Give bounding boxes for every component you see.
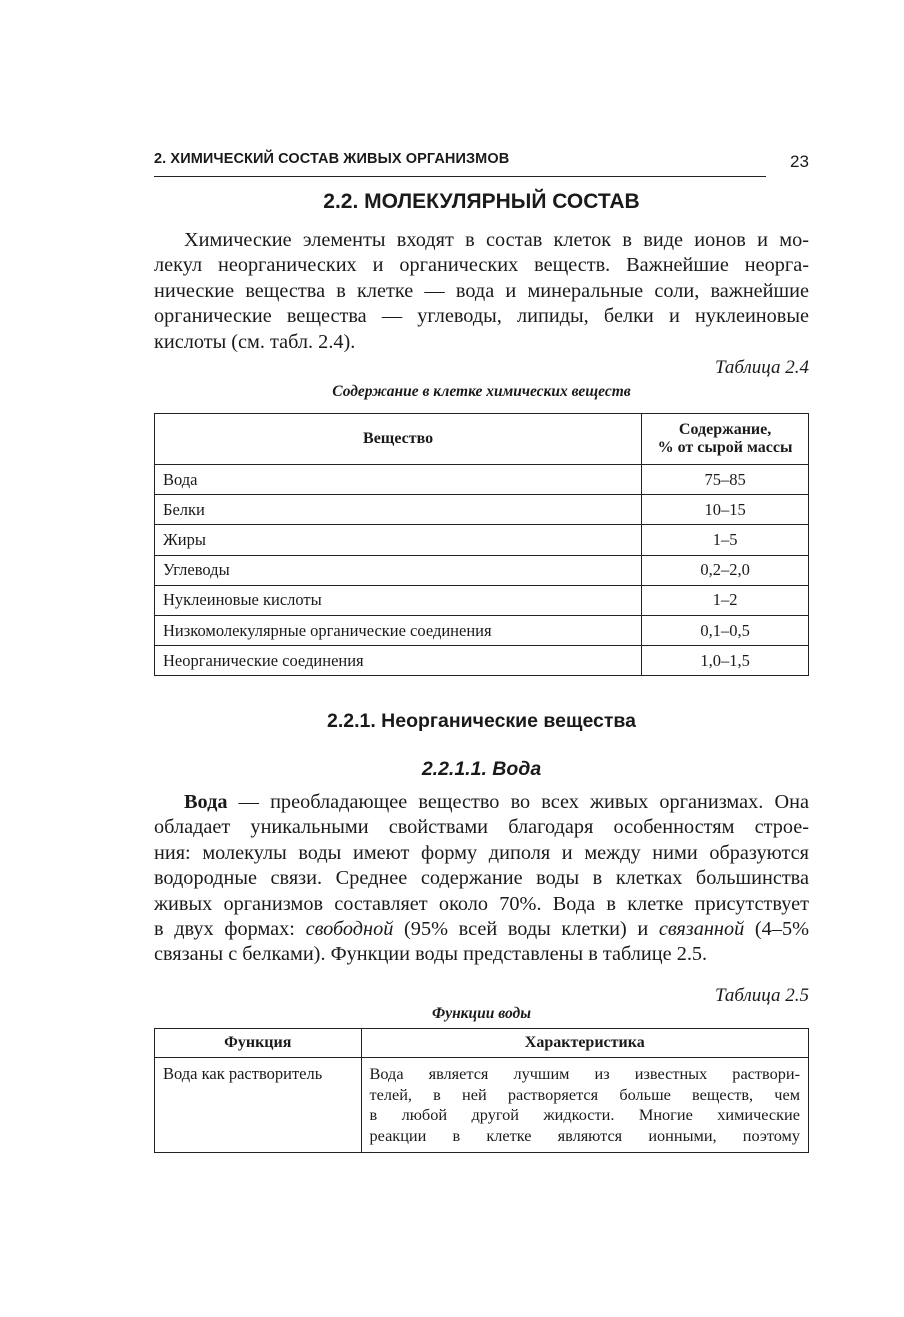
table-2-5-label: Таблица 2.5 bbox=[715, 985, 809, 1006]
water-bold-lead: Вода bbox=[184, 791, 228, 813]
cell-content: 75–85 bbox=[642, 465, 809, 495]
table-header-row bbox=[155, 1029, 809, 1058]
table-2-4-caption: Содержание в клетке химических веществ bbox=[332, 383, 631, 400]
header-content bbox=[642, 414, 809, 465]
cell-content: 10–15 bbox=[642, 495, 809, 525]
term-bound: связанной bbox=[658, 918, 745, 941]
char-line: реакции в клетке являются ионными, поэтому bbox=[369, 1125, 800, 1145]
water-line: живых организмов составляет около 70%. Вода в клетке присутствует bbox=[154, 892, 809, 915]
table-row bbox=[155, 585, 809, 615]
cell-substance: Углеводы bbox=[155, 555, 642, 585]
table-2-4-label: Таблица 2.4 bbox=[715, 357, 809, 378]
cell-content: 1,0–1,5 bbox=[642, 646, 809, 676]
page-number: 23 bbox=[790, 152, 809, 171]
intro-line: Химические элементы входят в состав клеток в виде ионов и мо- bbox=[184, 229, 809, 251]
char-line: Вода является лучшим из известных раствори- bbox=[369, 1064, 800, 1083]
table-row bbox=[155, 525, 809, 555]
water-line6-b: (95% всей воды клетки) и bbox=[393, 918, 659, 941]
water-line1-rest: — преобладающее вещество во всех живых организмах. Она bbox=[227, 791, 809, 813]
water-line: водородные связи. Среднее содержание воды в клетках большинства bbox=[154, 867, 809, 890]
cell-function: Вода как растворитель bbox=[155, 1058, 362, 1153]
header-function: Функция bbox=[155, 1029, 362, 1058]
table-2-5 bbox=[154, 1028, 809, 1153]
table-row bbox=[155, 495, 809, 525]
section-title: 2.2. МОЛЕКУЛЯРНЫЙ СОСТАВ bbox=[323, 190, 640, 213]
table-row bbox=[155, 1058, 809, 1153]
cell-content: 1–5 bbox=[642, 525, 809, 555]
water-line bbox=[154, 917, 809, 942]
intro-paragraph bbox=[154, 228, 809, 355]
cell-substance: Неорганические соединения bbox=[155, 646, 642, 676]
header-content-line2: % от сырой массы bbox=[657, 439, 793, 456]
table-row bbox=[155, 646, 809, 676]
cell-substance: Нуклеиновые кислоты bbox=[155, 585, 642, 615]
water-line: ния: молекулы воды имеют форму диполя и между ними образуются bbox=[154, 841, 809, 864]
water-paragraph bbox=[154, 790, 809, 968]
cell-substance: Вода bbox=[155, 465, 642, 495]
intro-line: нические вещества в клетке — вода и минеральные соли, важнейшие bbox=[154, 279, 809, 302]
subsubsection-title: 2.2.1.1. Вода bbox=[421, 758, 542, 780]
intro-line: кислоты (см. табл. 2.4). bbox=[154, 330, 356, 353]
cell-content: 0,1–0,5 bbox=[642, 615, 809, 645]
subsection-title: 2.2.1. Неорганические вещества bbox=[326, 710, 637, 732]
table-row bbox=[155, 615, 809, 645]
char-line: в любой другой жидкости. Многие химические bbox=[369, 1105, 800, 1125]
term-free: свободной bbox=[305, 918, 394, 941]
header-characteristic: Характеристика bbox=[361, 1029, 809, 1058]
water-line: связаны с белками). Функции воды представлены в таблице 2.5. bbox=[154, 943, 708, 966]
water-line6-a: в двух формах: bbox=[154, 918, 306, 941]
table-header-row bbox=[155, 414, 809, 465]
cell-substance: Низкомолекулярные органические соединения bbox=[155, 615, 642, 645]
cell-content: 0,2–2,0 bbox=[642, 555, 809, 585]
water-line: обладает уникальными свойствами благодаря особенностям строе- bbox=[154, 816, 809, 839]
table-row bbox=[155, 555, 809, 585]
table-row bbox=[155, 465, 809, 495]
cell-characteristic bbox=[361, 1058, 809, 1153]
cell-substance: Жиры bbox=[155, 525, 642, 555]
intro-line: органические вещества — углеводы, липиды, белки и нуклеиновые bbox=[154, 305, 809, 328]
cell-substance: Белки bbox=[155, 495, 642, 525]
water-line6-c: (4–5% bbox=[744, 918, 809, 941]
intro-line: лекул неорганических и органических веществ. Важнейшие неорга- bbox=[154, 254, 809, 277]
cell-content: 1–2 bbox=[642, 585, 809, 615]
water-line bbox=[154, 790, 809, 815]
table-2-5-caption: Функции воды bbox=[432, 1005, 531, 1022]
table-2-4 bbox=[154, 413, 809, 676]
header-substance: Вещество bbox=[155, 414, 642, 465]
header-content-line1: Содержание, bbox=[678, 421, 772, 438]
char-line: телей, в ней растворяется больше веществ, чем bbox=[369, 1084, 800, 1104]
running-head-title: 2. ХИМИЧЕСКИЙ СОСТАВ ЖИВЫХ ОРГАНИЗМОВ bbox=[154, 151, 510, 167]
running-head bbox=[154, 149, 766, 177]
